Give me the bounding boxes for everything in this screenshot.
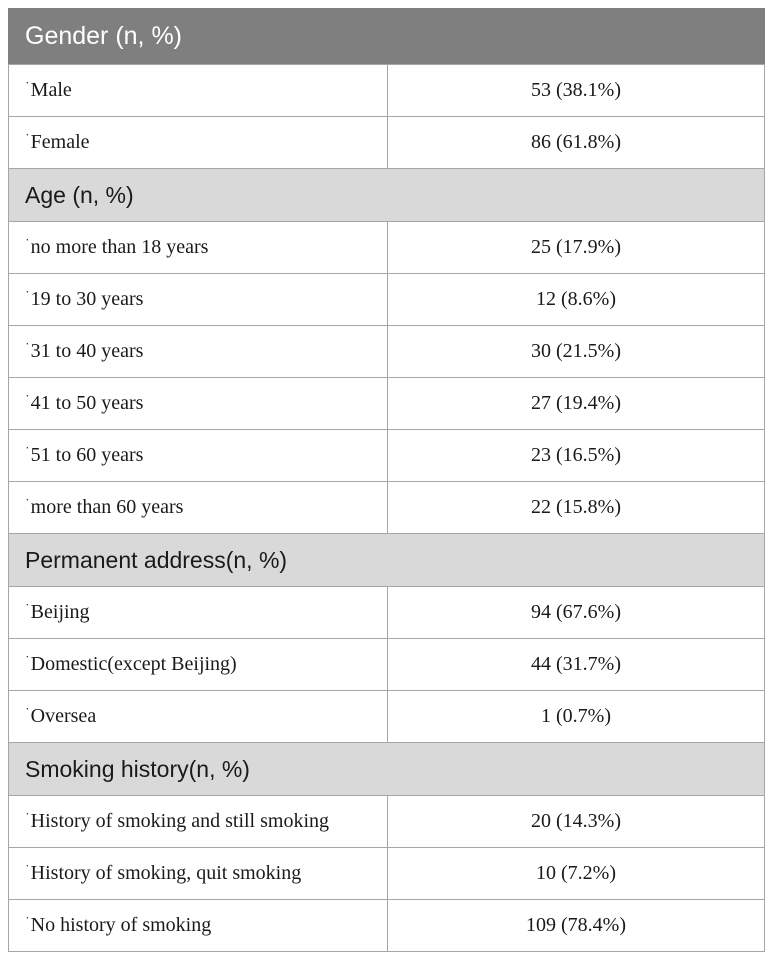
table-row — [9, 482, 765, 534]
table-row — [9, 848, 765, 900]
row-label — [9, 326, 388, 378]
row-value: 22 (15.8%) — [388, 482, 765, 534]
table-row — [9, 326, 765, 378]
demographics-table — [8, 8, 765, 952]
bullet-dot: ˙ — [25, 237, 30, 252]
row-value: 86 (61.8%) — [388, 117, 765, 169]
section-row-address — [9, 534, 765, 587]
bullet-dot: ˙ — [25, 654, 30, 669]
table-row — [9, 65, 765, 117]
section-row-age — [9, 169, 765, 222]
row-label-text: History of smoking and still smoking — [30, 810, 330, 832]
row-value: 94 (67.6%) — [388, 587, 765, 639]
bullet-dot: ˙ — [25, 445, 30, 460]
row-label-text: Beijing — [30, 601, 90, 623]
row-value: 23 (16.5%) — [388, 430, 765, 482]
table-row — [9, 900, 765, 952]
row-value: 27 (19.4%) — [388, 378, 765, 430]
section-row-smoking — [9, 743, 765, 796]
row-label — [9, 796, 388, 848]
row-label-text: Domestic(except Beijing) — [30, 653, 237, 675]
row-label — [9, 848, 388, 900]
bullet-dot: ˙ — [25, 706, 30, 721]
row-label — [9, 274, 388, 326]
row-label — [9, 222, 388, 274]
table-row — [9, 430, 765, 482]
row-value: 30 (21.5%) — [388, 326, 765, 378]
table-row — [9, 796, 765, 848]
row-value: 10 (7.2%) — [388, 848, 765, 900]
table-row — [9, 274, 765, 326]
header-value-cell — [388, 9, 765, 65]
row-label — [9, 587, 388, 639]
row-label — [9, 378, 388, 430]
header-row — [9, 9, 765, 65]
row-label-text: 19 to 30 years — [30, 288, 144, 310]
row-label — [9, 482, 388, 534]
bullet-dot: ˙ — [25, 393, 30, 408]
row-label — [9, 900, 388, 952]
row-label-text: 51 to 60 years — [30, 444, 144, 466]
row-label-text: Female — [30, 131, 90, 153]
demographics-table-container — [8, 8, 764, 952]
bullet-dot: ˙ — [25, 289, 30, 304]
bullet-dot: ˙ — [25, 915, 30, 930]
row-label — [9, 691, 388, 743]
row-label — [9, 117, 388, 169]
section-title-address: Permanent address(n, %) — [9, 534, 765, 587]
row-label-text: Oversea — [30, 705, 97, 727]
row-label-text: no more than 18 years — [30, 236, 209, 258]
table-row — [9, 639, 765, 691]
bullet-dot: ˙ — [25, 132, 30, 147]
row-value: 12 (8.6%) — [388, 274, 765, 326]
row-value: 53 (38.1%) — [388, 65, 765, 117]
row-value: 1 (0.7%) — [388, 691, 765, 743]
bullet-dot: ˙ — [25, 811, 30, 826]
row-label — [9, 430, 388, 482]
section-title-smoking: Smoking history(n, %) — [9, 743, 765, 796]
row-value: 109 (78.4%) — [388, 900, 765, 952]
table-row — [9, 378, 765, 430]
row-label-text: Male — [30, 79, 72, 101]
bullet-dot: ˙ — [25, 863, 30, 878]
bullet-dot: ˙ — [25, 80, 30, 95]
table-row — [9, 587, 765, 639]
row-label — [9, 639, 388, 691]
row-label-text: more than 60 years — [30, 496, 184, 518]
section-title-age: Age (n, %) — [9, 169, 765, 222]
row-label — [9, 65, 388, 117]
bullet-dot: ˙ — [25, 341, 30, 356]
table-row — [9, 222, 765, 274]
bullet-dot: ˙ — [25, 497, 30, 512]
bullet-dot: ˙ — [25, 602, 30, 617]
header-gender-label: Gender (n, %) — [9, 9, 388, 65]
row-label-text: History of smoking, quit smoking — [30, 862, 302, 884]
row-label-text: 31 to 40 years — [30, 340, 144, 362]
table-row — [9, 691, 765, 743]
row-label-text: No history of smoking — [30, 914, 212, 936]
table-row — [9, 117, 765, 169]
row-value: 20 (14.3%) — [388, 796, 765, 848]
row-value: 44 (31.7%) — [388, 639, 765, 691]
row-label-text: 41 to 50 years — [30, 392, 144, 414]
row-value: 25 (17.9%) — [388, 222, 765, 274]
